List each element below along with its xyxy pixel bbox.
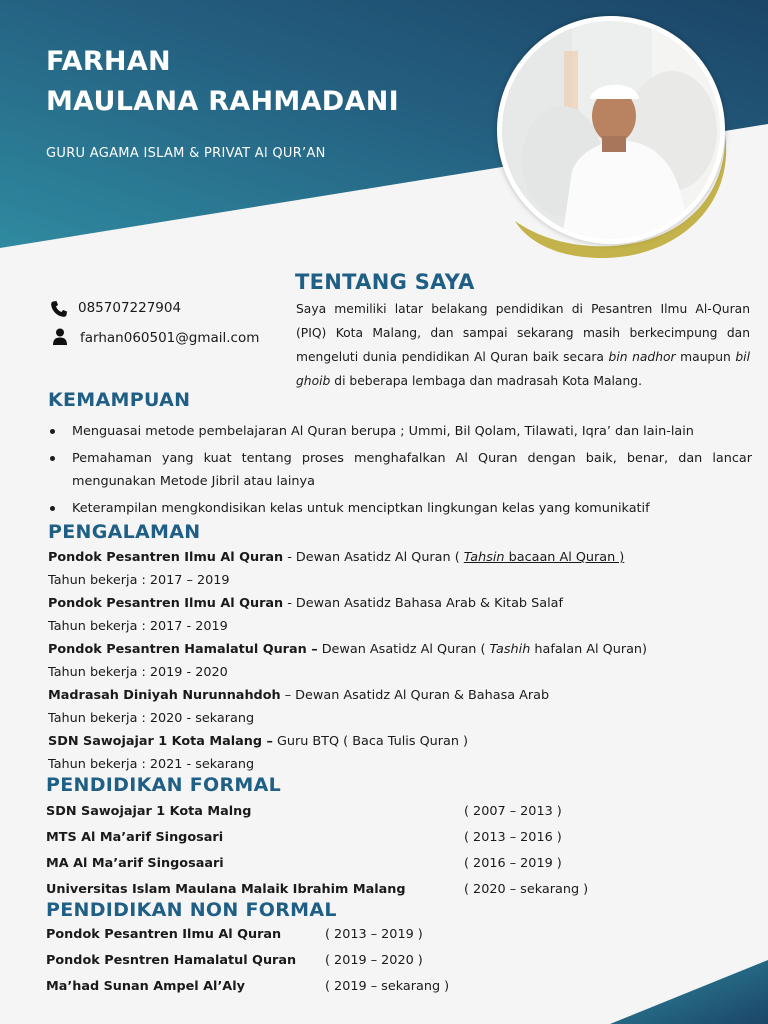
nonformal-education-years: ( 2019 – sekarang ) [325,979,450,994]
email-address: farhan060501@gmail.com [80,330,260,346]
portrait-illustration [502,21,720,239]
nonformal-education-years: ( 2019 – 2020 ) [325,953,423,968]
formal-education-name: MA Al Ma’arif Singosaari [46,856,224,871]
experience-org: Pondok Pesantren Ilmu Al Quran [48,596,284,611]
formal-education-years: ( 2020 – sekarang ) [464,882,589,897]
experience-role: Dewan Asatidz Al Quran ( [295,550,464,565]
skills-title: KEMAMPUAN [48,389,191,411]
phone-number: 085707227904 [78,300,182,316]
experience-entry-4 [48,688,549,703]
name-line-1: FARHAN [46,46,171,77]
nonformal-education-name: Pondok Pesantren Ilmu Al Quran [46,927,282,942]
list-item: Pemahaman yang kuat tentang proses menghafalkan Al Quran dengan baik, benar, dan lancar mengunakan Metode Jibril atau lainya [48,447,752,493]
experience-org: Pondok Pesantren Ilmu Al Quran [48,550,284,565]
experience-role-rest: bacaan Al Quran ) [504,550,625,565]
footer-corner [610,960,768,1024]
skills-list [48,420,752,524]
experience-years-1: Tahun bekerja : 2017 – 2019 [48,573,230,588]
experience-entry-3 [48,642,647,657]
experience-org: Madrasah Diniyah Nurunnahdoh [48,688,281,703]
nonformal-education-name: Ma’had Sunan Ampel Al’Aly [46,979,245,994]
formal-education-name: Universitas Islam Maulana Malaik Ibrahim Malang [46,882,406,897]
nonformal-education-title: PENDIDIKAN NON FORMAL [46,899,337,921]
list-item: Menguasai metode pembelajaran Al Quran berupa ; Ummi, Bil Qolam, Tilawati, Iqra’ dan lain-lain [48,420,752,443]
about-italic-1: bin nadhor [608,350,676,364]
experience-role: Dewan Asatidz Al Quran & Bahasa Arab [295,688,550,703]
formal-education-name: MTS Al Ma’arif Singosari [46,830,224,845]
about-italic-2: bil ghoib [296,350,750,388]
experience-entry-5 [48,734,468,749]
nonformal-education-name: Pondok Pesntren Hamalatul Quran [46,953,297,968]
formal-education-years: ( 2016 – 2019 ) [464,856,562,871]
experience-years-4: Tahun bekerja : 2020 - sekarang [48,711,255,726]
experience-role: Guru BTQ ( Baca Tulis Quran ) [276,734,469,749]
experience-role: Dewan Asatidz Bahasa Arab & Kitab Salaf [295,596,563,611]
experience-sep: - [283,550,296,565]
phone-icon [50,300,68,318]
about-part-2: maupun [675,350,736,364]
user-icon [52,328,70,346]
name-line-2: MAULANA RAHMADANI [46,86,399,117]
formal-education-name: SDN Sawojajar 1 Kota Malng [46,804,252,819]
experience-entry-2 [48,596,563,611]
experience-title: PENGALAMAN [48,521,201,543]
experience-org: SDN Sawojajar 1 Kota Malang – [48,734,273,749]
about-title: TENTANG SAYA [295,270,475,294]
experience-entry-1 [48,550,624,565]
candidate-name [46,42,399,122]
list-item: Keterampilan mengkondisikan kelas untuk menciptkan lingkungan kelas yang komunikatif [48,497,752,520]
nonformal-education-years: ( 2013 – 2019 ) [325,927,423,942]
experience-years-5: Tahun bekerja : 2021 - sekarang [48,757,255,772]
experience-org: Pondok Pesantren Hamalatul Quran – [48,642,318,657]
experience-role-italic: Tahsin [463,550,505,565]
job-title: GURU AGAMA ISLAM & PRIVAT Al QUR’AN [46,146,326,161]
experience-role: Dewan Asatidz Al Quran ( [321,642,490,657]
experience-role-italic: Tashih [489,642,531,657]
formal-education-title: PENDIDIKAN FORMAL [46,774,282,796]
experience-sep: – [280,688,296,703]
experience-sep: - [283,596,296,611]
experience-years-2: Tahun bekerja : 2017 - 2019 [48,619,228,634]
about-part-3: di beberapa lembaga dan madrasah Kota Malang. [330,374,642,388]
avatar [497,16,725,244]
formal-education-years: ( 2013 – 2016 ) [464,830,562,845]
experience-role-rest: hafalan Al Quran) [530,642,648,657]
experience-years-3: Tahun bekerja : 2019 - 2020 [48,665,228,680]
profile-photo [497,16,727,246]
about-part-1: Saya memiliki latar belakang pendidikan di Pesantren Ilmu Al-Quran (PIQ) Kota Malang, dan sampai sekarang masih berkecimpung dan mengeluti dunia pendidikan Al Quran baik secara [296,302,750,364]
formal-education-years: ( 2007 – 2013 ) [464,804,562,819]
about-text [296,297,750,393]
